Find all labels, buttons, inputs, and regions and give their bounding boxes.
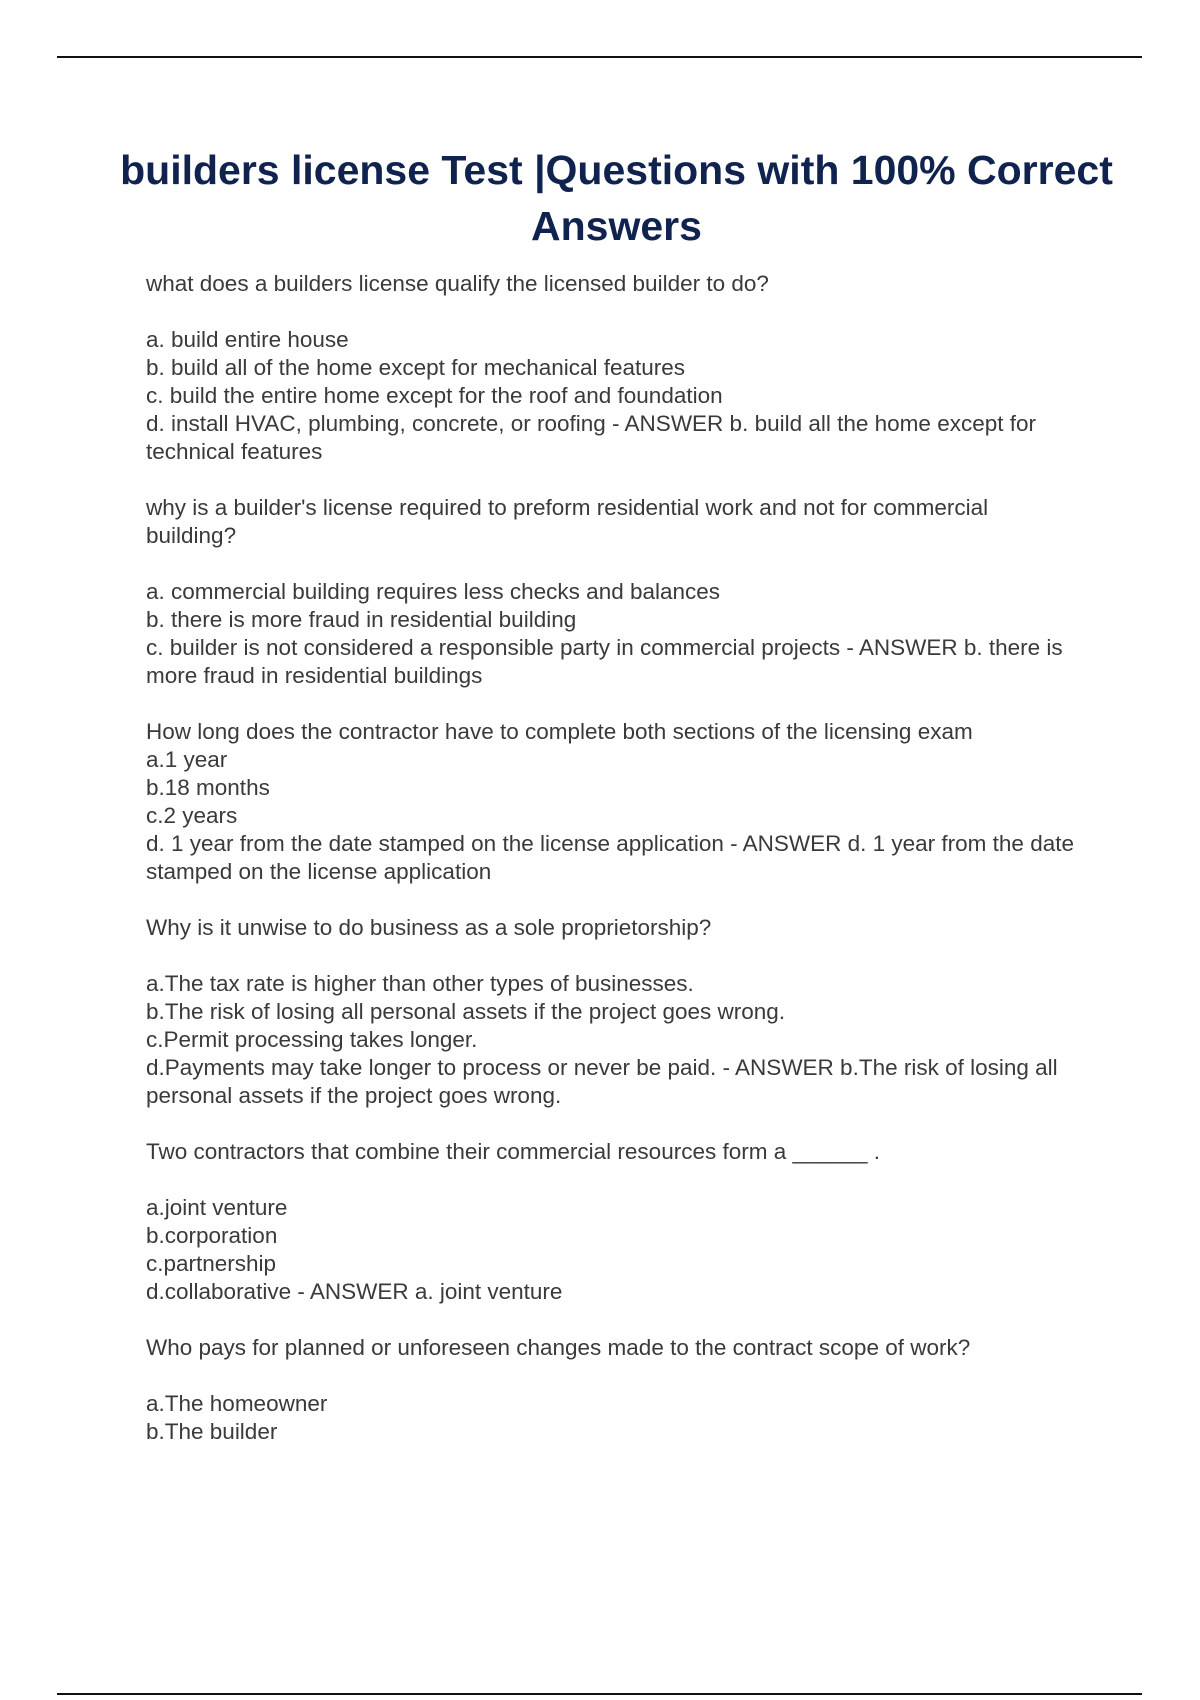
- answer-option-with-answer: d. install HVAC, plumbing, concrete, or roofing - ANSWER b. build all the home except for technical features: [146, 411, 1036, 464]
- answer-option: a. build entire house: [146, 327, 349, 352]
- question-block-6: [146, 1334, 1081, 1446]
- answer-option: b. build all of the home except for mechanical features: [146, 355, 686, 380]
- document-title: builders license Test |Questions with 100% Correct Answers: [120, 147, 1113, 249]
- footer-rule: [57, 1693, 1142, 1695]
- question-text: what does a builders license qualify the licensed builder to do?: [146, 271, 769, 296]
- question-block-1: [146, 270, 1081, 466]
- answer-option: b.18 months: [146, 775, 270, 800]
- question-block-3: [146, 718, 1081, 886]
- question-text: Why is it unwise to do business as a sole proprietorship?: [146, 915, 712, 940]
- answer-option: c.partnership: [146, 1251, 277, 1276]
- answer-option-with-answer: d.Payments may take longer to process or never be paid. - ANSWER b.The risk of losing all personal assets if the project goes wrong.: [146, 1055, 1058, 1108]
- spacer: [146, 298, 1081, 326]
- answer-option: b.The builder: [146, 1419, 278, 1444]
- spacer: [146, 942, 1081, 970]
- answer-option: a.The homeowner: [146, 1391, 328, 1416]
- answer-option: a. commercial building requires less checks and balances: [146, 579, 721, 604]
- question-block-4: [146, 914, 1081, 1110]
- question-block-5: [146, 1138, 1081, 1306]
- spacer: [146, 1362, 1081, 1390]
- answer-option: a.1 year: [146, 747, 228, 772]
- answer-option: b.corporation: [146, 1223, 278, 1248]
- answer-option: b.The risk of losing all personal assets if the project goes wrong.: [146, 999, 786, 1024]
- question-text: why is a builder's license required to preform residential work and not for commercial building?: [146, 495, 989, 548]
- answer-option-with-answer: c. builder is not considered a responsible party in commercial projects - ANSWER b. there is more fraud in residential buildings: [146, 635, 1063, 688]
- answer-option: a.The tax rate is higher than other types of businesses.: [146, 971, 694, 996]
- header-rule: [57, 56, 1142, 58]
- question-text: Two contractors that combine their commercial resources form a ______ .: [146, 1139, 881, 1164]
- answer-option-with-answer: d. 1 year from the date stamped on the license application - ANSWER d. 1 year from the date stamped on the license application: [146, 831, 1074, 884]
- answer-option: c. build the entire home except for the roof and foundation: [146, 383, 723, 408]
- answer-option: b. there is more fraud in residential building: [146, 607, 577, 632]
- answer-option: a.joint venture: [146, 1195, 288, 1220]
- answer-option: c.Permit processing takes longer.: [146, 1027, 478, 1052]
- question-text: Who pays for planned or unforeseen changes made to the contract scope of work?: [146, 1335, 971, 1360]
- question-text: How long does the contractor have to complete both sections of the licensing exam: [146, 719, 973, 744]
- answer-option-with-answer: d.collaborative - ANSWER a. joint venture: [146, 1279, 563, 1304]
- answer-option: c.2 years: [146, 803, 238, 828]
- spacer: [146, 550, 1081, 578]
- document-body: [146, 270, 1081, 1474]
- question-block-2: [146, 494, 1081, 690]
- spacer: [146, 1166, 1081, 1194]
